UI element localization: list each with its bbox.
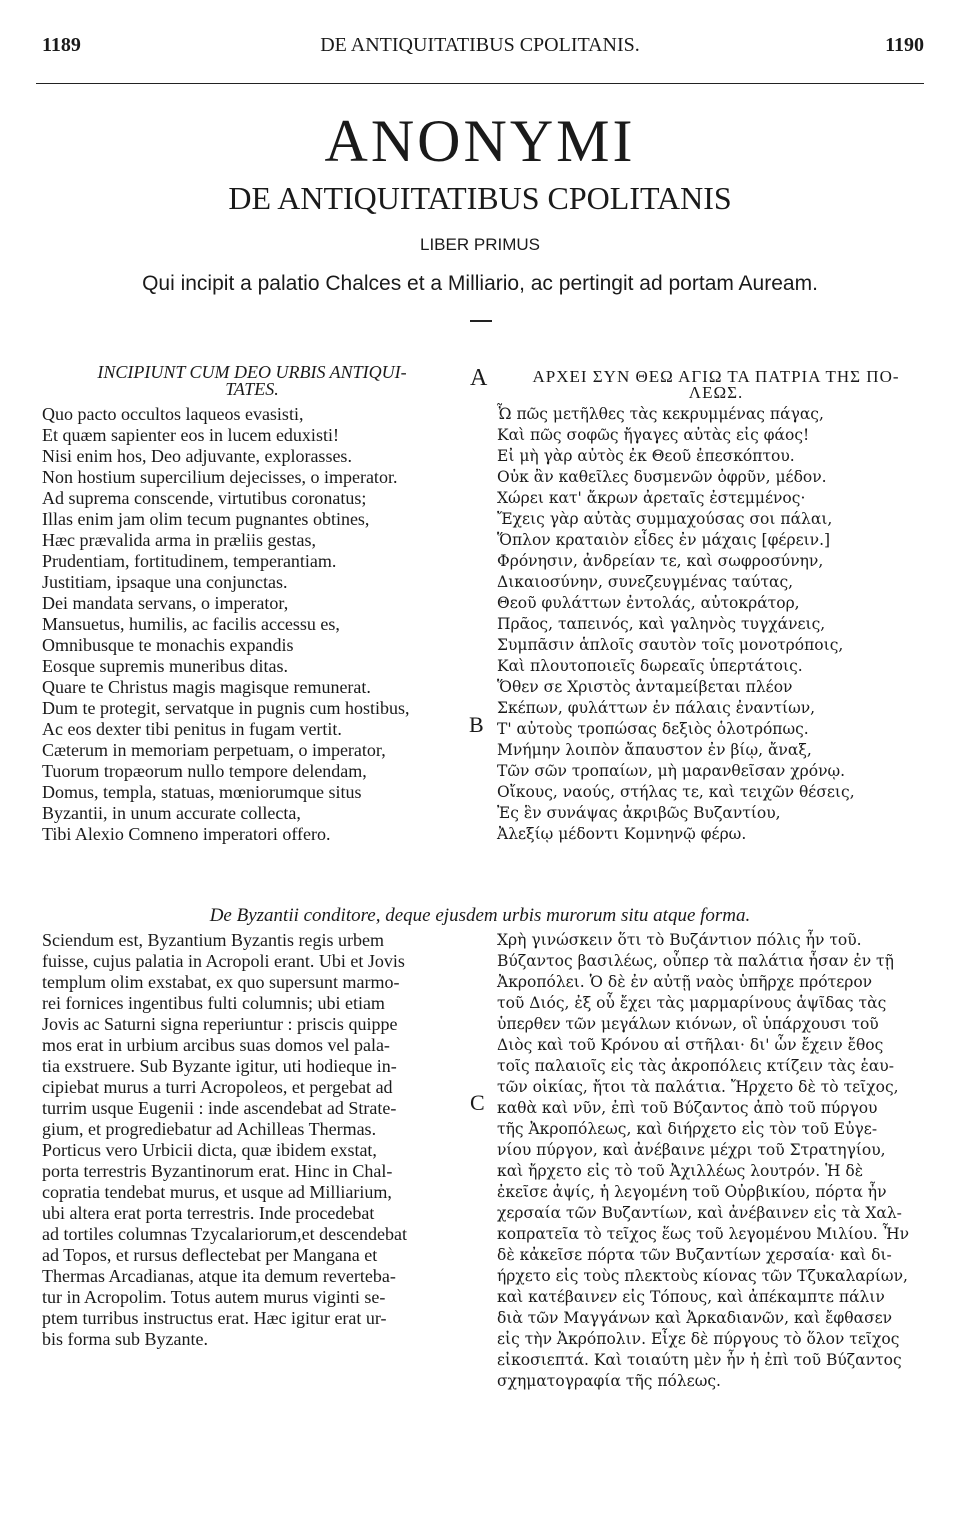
text-line: ad tortiles columnas Tzycalariorum,et descendebat — [42, 1224, 408, 1244]
text-line: Quare te Christus magis magisque remunerat. — [42, 677, 371, 697]
text-line: Dei mandata servans, o imperator, — [42, 593, 289, 613]
text-line: Non hostium supercilium dejecisses, o imperator. — [42, 467, 398, 487]
greek-heading-line: ΛΕΩΣ. — [688, 383, 744, 402]
margin-marker-a: A — [470, 365, 488, 391]
text-line: mos erat in urbium arcibus suas domos vel pala- — [42, 1035, 390, 1055]
latin-poem — [42, 404, 409, 845]
text-line: Ac eos dexter tibi penitus in fugam vertit. — [42, 719, 342, 739]
text-line: fuisse, cujus palatia in Acropoli erant. Ubi et Jovis — [42, 951, 405, 971]
text-line: Ἀκροπόλει. Ὁ δὲ ἐν αὐτῇ ναὸς ὑπῆρχε πρότερον — [497, 973, 873, 991]
text-line: Χώρει κατ' ἄκρων ἀρεταῖς ἐστεμμένος· — [497, 489, 806, 507]
text-line: ad Topos, et rursus deflectebat per Mangana et — [42, 1245, 378, 1265]
header-rule — [36, 83, 924, 84]
text-line: Οὐκ ἂν καθεῖλες δυσμενῶν ὀφρῦν, μέδον. — [497, 468, 827, 486]
text-line: bis forma sub Byzante. — [42, 1329, 208, 1349]
text-line: Βύζαντος βασιλέως, οὗπερ τὰ παλάτια ἦσαν ἐν τῇ — [497, 952, 894, 970]
text-line: tia exstruere. Sub Byzante igitur, uti hodieque in- — [42, 1056, 397, 1076]
text-line: νίου πύργον, καὶ ἀνέβαινε μέχρι τοῦ Στρατηγίου, — [497, 1141, 886, 1159]
text-line: εἰκοσιεπτά. Καὶ τοιαύτη μὲν ἦν ἡ ἐπὶ τοῦ Βύζαντος — [497, 1351, 902, 1369]
text-line: Καὶ πλουτοποιεῖς δωρεαῖς ὑπερτάτοις. — [497, 657, 803, 675]
running-title: DE ANTIQUITATIBUS CPOLITANIS. — [320, 34, 640, 56]
book-label: LIBER PRIMUS — [420, 235, 540, 254]
text-line: καὶ κατέβαινεν εἰς Τόπους, καὶ ἀπέκαμπτε πάλιν — [497, 1288, 885, 1306]
text-line: Omnibusque te monachis expandis — [42, 635, 294, 655]
text-line: τοῖς παλαιοῖς εἰς τὰς ἀκροπόλεις κτίζειν τὰς ἑαυ- — [497, 1057, 894, 1075]
text-line: ὑπερθεν τῶν μεγάλων κιόνων, οἳ ὑπάρχουσι τοῦ — [497, 1015, 879, 1033]
margin-marker-c: C — [470, 1090, 485, 1115]
text-line: κοπρατεῖα τὸ τεῖχος ἕως τοῦ λεγομένου Μιλίου. Ἦν — [497, 1225, 910, 1243]
text-line: gium, et progrediebatur ad Achilleas Thermas. — [42, 1119, 377, 1139]
greek-poem — [497, 404, 855, 845]
separator-dash — [470, 320, 492, 322]
text-line: χερσαία τῶν Βυζαντίων, καὶ ἀνέβαινεν εἰς τὰ Χαλ- — [497, 1204, 902, 1222]
text-line: Ἀλεξίῳ μέδοντι Κομνηνῷ φέρω. — [497, 825, 747, 843]
greek-prose — [497, 930, 909, 1392]
text-line: Ἐς ἓν συνάψας ἀκριβῶς Βυζαντίου, — [497, 804, 781, 822]
text-line: τῶν οἰκίας, ἤτοι τὰ παλάτια. Ἤρχετο δὲ τὸ τεῖχος, — [497, 1078, 899, 1096]
text-line: Tuorum tropæorum nullo tempore delendam, — [42, 761, 367, 781]
subtitle: DE ANTIQUITATIBUS CPOLITANIS — [228, 180, 732, 216]
text-line: Ἔχεις γὰρ αὐτὰς συμμαχούσας σοι πάλαι, — [497, 510, 833, 528]
section-heading: De Byzantii conditore, deque ejusdem urbis murorum situ atque forma. — [209, 905, 751, 926]
text-line: δὲ κἀκεῖσε πόρτα τῶν Βυζαντίων χερσαία· καὶ δι- — [497, 1246, 892, 1264]
latin-prose — [42, 930, 407, 1350]
text-line: τῆς Ἀκροπόλεως, καὶ διήρχετο εἰς τὸν τοῦ Εὐγε- — [497, 1120, 878, 1138]
text-line: Illas enim jam olim tecum pugnantes obtines, — [42, 509, 370, 529]
text-line: Mansuetus, humilis, ac facilis accessu es, — [42, 614, 340, 634]
text-line: cipiebat murus a turri Acropoleos, et pergebat ad — [42, 1077, 393, 1097]
margin-marker-b: B — [469, 712, 484, 737]
text-line: ἐκεῖσε ἀψίς, ἡ λεγομένη τοῦ Οὐρβικίου, πόρτα ἦν — [497, 1183, 887, 1201]
text-line: copratia tendebat murus, et usque ad Milliarium, — [42, 1182, 392, 1202]
text-line: Χρὴ γινώσκειν ὅτι τὸ Βυζάντιον πόλις ἦν τοῦ. — [497, 931, 862, 949]
text-line: Et quæm sapienter eos in lucem eduxisti! — [42, 425, 339, 445]
text-line: Δικαιοσύνην, συνεζευγμένας ταύτας, — [497, 573, 794, 591]
latin-heading-line: TATES. — [225, 379, 279, 399]
main-title: ANONYMI — [324, 108, 636, 174]
right-page-number: 1190 — [885, 34, 924, 56]
left-page-number: 1189 — [42, 34, 81, 56]
text-line: Cæterum in memoriam perpetuam, o imperator, — [42, 740, 386, 760]
text-line: ptem turribus instructus erat. Hæc igitur erat ur- — [42, 1308, 387, 1328]
text-line: Domus, templa, statuas, mœniorumque situs — [42, 782, 362, 802]
text-line: τοῦ Διός, ἐξ οὗ ἔχει τὰς μαρμαρίνους ἁψῖδας τὰς — [497, 994, 887, 1012]
incipit-line: Qui incipit a palatio Chalces et a Milliario, ac pertingit ad portam Auream. — [142, 272, 818, 295]
text-line: Quo pacto occultos laqueos evasisti, — [42, 404, 304, 424]
text-line: Εἰ μὴ γὰρ αὐτὸς ἐκ Θεοῦ ἐπεσκόπτου. — [497, 447, 795, 465]
text-line: Οἴκους, ναούς, στήλας τε, καὶ τειχῶν θέσεις, — [497, 783, 855, 801]
text-line: Διὸς καὶ τοῦ Κρόνου αἱ στῆλαι· δι' ὧν ἔχειν ἔθος — [497, 1036, 884, 1054]
text-line: Justitiam, ipsaque una conjunctas. — [42, 572, 288, 592]
text-line: Dum te protegit, servatque in pugnis cum hostibus, — [42, 698, 410, 718]
text-line: Ὦ πῶς μετῆλθες τὰς κεκρυμμένας πάγας, — [497, 405, 824, 423]
greek-heading-line: ΑΡΧΕΙ ΣΥΝ ΘΕΩ ΑΓΙΩ ΤΑ ΠΑΤΡΙΑ ΤΗΣ ΠΟ- — [532, 367, 900, 386]
text-line: ubi altera erat porta terrestris. Inde procedebat — [42, 1203, 375, 1223]
text-line: εἰς τὴν Ἀκρόπολιν. Εἶχε δὲ πύργους τὸ ὅλον τεῖχος — [497, 1330, 900, 1348]
text-line: Ὅθεν σε Χριστὸς ἀνταμείβεται πλέον — [497, 678, 793, 696]
text-line: Μνήμην λοιπὸν ἄπαυστον ἐν βίῳ, ἄναξ, — [497, 741, 812, 759]
latin-heading-line: INCIPIUNT CUM DEO URBIS ANTIQUI- — [97, 362, 407, 382]
text-line: Prudentiam, fortitudinem, temperantiam. — [42, 551, 337, 571]
text-line: διὰ τῶν Μαγγάνων καὶ Ἀρκαδιανῶν, καὶ ἔφθασεν — [497, 1309, 893, 1327]
text-line: Eosque supremis muneribus ditas. — [42, 656, 288, 676]
text-line: Byzantii, in unum accurate collecta, — [42, 803, 301, 823]
text-line: Thermas Arcadianas, atque ita demum reverteba- — [42, 1266, 396, 1286]
text-line: Tibi Alexio Comneno imperatori offero. — [42, 824, 331, 844]
text-line: templum olim exstabat, ex quo supersunt marmo- — [42, 972, 400, 992]
text-line: rei fornices ingentibus fulti columnis; ubi etiam — [42, 993, 385, 1013]
text-line: Θεοῦ φυλάττων ἐντολάς, αὐτοκράτορ, — [497, 594, 800, 612]
text-line: Nisi enim hos, Deo adjuvante, explorasses. — [42, 446, 352, 466]
text-line: Τῶν σῶν τροπαίων, μὴ μαρανθεῖσαν χρόνῳ. — [497, 762, 846, 780]
text-line: ήρχετο εἰς τοὺς πλεκτοὺς κίονας τῶν Τζυκαλαρίων, — [497, 1267, 908, 1285]
text-line: σχηματογραφία τῆς πόλεως. — [497, 1372, 721, 1390]
text-line: tur in Acropolim. Totus autem murus viginti se- — [42, 1287, 386, 1307]
text-line: Σκέπων, φυλάττων ἐν πάλαις ἐναντίων, — [497, 699, 816, 717]
text-line: Ad suprema conscende, virtutibus coronatus; — [42, 488, 367, 508]
text-line: Porticus vero Urbicii dicta, quæ ibidem exstat, — [42, 1140, 377, 1160]
text-line: Φρόνησιν, ἀνδρείαν τε, καὶ σωφροσύνην, — [497, 552, 824, 570]
text-line: porta terrestris Byzantinorum erat. Hinc in Chal- — [42, 1161, 393, 1181]
text-line: Hæc prævalida arma in præliis gestas, — [42, 530, 316, 550]
text-line: Καὶ πῶς σοφῶς ἤγαγες αὐτὰς εἰς φάος! — [497, 426, 810, 444]
text-line: Τ' αὐτοὺς τροπώσας δεξιὸς ὁλοτρόπως. — [497, 720, 809, 738]
text-line: Ὅπλον κραταιὸν εἶδες ἐν μάχαις [φέρειν.] — [497, 531, 831, 549]
text-line: Sciendum est, Byzantium Byzantis regis urbem — [42, 930, 384, 950]
text-line: turrim usque Eugenii : inde ascendebat ad Strate- — [42, 1098, 397, 1118]
text-line: καθὰ καὶ νῦν, ἐπὶ τοῦ Βύζαντος ἀπὸ τοῦ πύργου — [497, 1099, 878, 1117]
text-line: Πρᾶος, ταπεινός, καὶ γαληνὸς τυγχάνεις, — [497, 615, 826, 633]
text-line: Συμπᾶσιν ἁπλοῖς σαυτὸν τοῖς μονοτρόποις, — [497, 636, 844, 654]
text-line: καὶ ἤρχετο εἰς τὸ τοῦ Ἀχιλλέως λουτρόν. Ἡ δὲ — [497, 1162, 864, 1180]
text-line: Jovis ac Saturni signa reperiuntur : priscis quippe — [42, 1014, 398, 1034]
